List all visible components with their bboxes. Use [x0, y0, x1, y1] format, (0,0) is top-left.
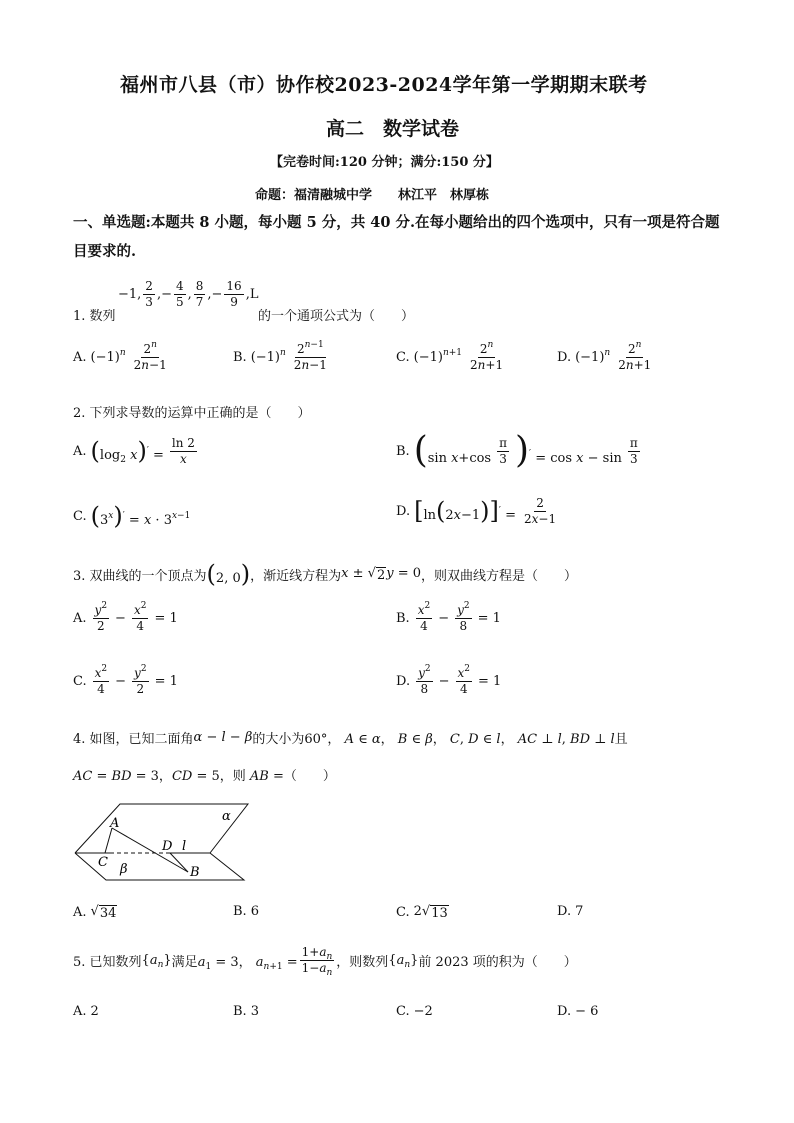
segment-bd: [170, 853, 188, 872]
q1-option-b[interactable]: B. $(-1)^n$ $\frac{2^{n-1}}{2n-1}$: [233, 340, 327, 372]
q1-option-d[interactable]: D. $(-1)^n$ $\frac{2^n}{2n+1}$: [557, 340, 652, 372]
exam-info: 【完卷时间:120 分钟；满分:150 分】: [270, 155, 499, 170]
option-label: B.: [396, 610, 410, 626]
q4-stem-line1: 4. 如图，已知二面角 α − l − β 的大小为 60°， A ∈ α， B ∈ β， C, D ∈ l， AC ⊥ l, BD ⊥ l 且: [73, 730, 628, 747]
label-d: D: [162, 839, 173, 854]
option-label: A.: [73, 905, 87, 920]
option-value: 3: [250, 1004, 259, 1019]
q4-prefix: 4. 如图，已知二面角: [73, 732, 194, 747]
q5-option-d[interactable]: [557, 1004, 598, 1019]
q3-tail: ，则双曲线方程是（ ）: [421, 568, 578, 584]
q5-middle-1: 满足: [171, 954, 198, 970]
q1-sequence: −1, $\frac{2}{3}$ ,− $\frac{4}{5}$ , $\frac{8}{7}$ ,− $\frac{16}{9}$ ,L: [118, 279, 259, 309]
option-label: C.: [73, 673, 87, 689]
q3-prefix: 3. 双曲线的一个顶点为: [73, 568, 207, 584]
q2-option-c[interactable]: C. $(3^x)' = x \cdot 3^{x-1}$: [73, 502, 191, 530]
option-label: D.: [396, 673, 411, 689]
q5-prefix: 5. 已知数列: [73, 954, 142, 970]
exam-title: 福州市八县（市）协作校2023-2024学年第一学期期末联考: [120, 74, 648, 96]
option-value: 2: [90, 1004, 99, 1019]
label-c: C: [98, 855, 108, 870]
option-value: − 6: [575, 1004, 599, 1019]
option-label: D.: [396, 503, 411, 519]
q2-option-d[interactable]: D. [ln(2x−1)]′ = $\frac{2}{2x-1}$: [396, 496, 557, 526]
option-label: A.: [73, 610, 87, 626]
option-label: A.: [73, 443, 87, 459]
dihedral-angle-figure: [70, 798, 250, 884]
q5-option-a[interactable]: [73, 1004, 99, 1019]
q1-option-a[interactable]: A. $(-1)^n$ $\frac{2^n}{2n-1}$: [73, 340, 167, 372]
exam-authors: 命题：福清融城中学 林江平 林厚栋: [255, 188, 490, 203]
option-value: 7: [575, 904, 584, 919]
q3-option-b[interactable]: B. $\frac{x^2}{4}$ − $\frac{y^2}{8}$ = 1: [396, 601, 501, 633]
option-label: C.: [396, 1004, 410, 1019]
q1-option-c[interactable]: C. $(-1)^{n+1}$ $\frac{2^n}{2n+1}$: [396, 340, 504, 372]
option-label: B.: [396, 443, 410, 459]
option-label: D.: [557, 1004, 572, 1019]
option-label: D.: [557, 904, 572, 919]
q1-prefix: 1. 数列: [73, 309, 116, 324]
q4-option-d[interactable]: [557, 904, 583, 919]
q3-middle: ，渐近线方程为: [250, 568, 342, 584]
section-heading: 一、单选题:本题共 8 小题，每小题 5 分，共 40 分.在每小题给出的四个选项中，只有一项是符合题目要求的.: [73, 214, 720, 260]
label-b: B: [190, 865, 200, 880]
q4-tail: 且: [614, 732, 628, 747]
q5-stem: 5. 已知数列 $\{a_n\}$ 满足 $a_1 = 3$， $a_{n+1}$ = $\frac{1+a_n}{1-a_n}$ ，则数列 $\{a_n\}$ 前 2023 项的积为（ ）: [73, 945, 577, 978]
q4-option-c[interactable]: C. 2√ 13: [396, 904, 448, 921]
q1-tail: 的一个通项公式为（ ）: [258, 309, 415, 324]
option-label: A.: [73, 349, 87, 365]
q2-option-a[interactable]: A. ($\log_2$ x)′ = $\frac{\ln 2}{x}$: [73, 436, 195, 466]
q4-option-b[interactable]: [233, 904, 259, 919]
option-label: B.: [233, 1004, 247, 1019]
q3-option-c[interactable]: C. $\frac{x^2}{4}$ − $\frac{y^2}{2}$ = 1: [73, 664, 178, 696]
exam-subtitle: 高二 数学试卷: [326, 118, 460, 140]
q5-middle-2: ，则数列: [336, 954, 389, 970]
label-a: A: [110, 816, 120, 831]
q2-text: 2. 下列求导数的运算中正确的是（ ）: [73, 406, 311, 421]
label-beta: β: [120, 862, 128, 877]
option-value: −2: [413, 1004, 433, 1019]
q5-tail: 前 2023 项的积为（ ）: [418, 954, 577, 970]
option-label: B.: [233, 349, 247, 365]
option-label: C.: [73, 508, 87, 524]
q3-stem: 3. 双曲线的一个顶点为 (2, 0) ，渐近线方程为 x ± √ 2 y = 0 ，则双曲线方程是（ ）: [73, 560, 578, 588]
q4-option-a[interactable]: A. √ 34: [73, 904, 117, 921]
option-label: C.: [396, 349, 410, 365]
q5-option-c[interactable]: [396, 1004, 433, 1019]
label-alpha: α: [222, 809, 231, 824]
q3-option-a[interactable]: A. $\frac{y^2}{2}$ − $\frac{x^2}{4}$ = 1: [73, 601, 178, 633]
q2-option-b[interactable]: B. (sin x+cos $\frac{\pi}{3}$ )′ = cos x − sin $\frac{\pi}{3}$: [396, 430, 638, 471]
option-value: 6: [250, 904, 259, 919]
q3-option-d[interactable]: D. $\frac{y^2}{8}$ − $\frac{x^2}{4}$ = 1: [396, 664, 502, 696]
q5-option-b[interactable]: [233, 1004, 259, 1019]
q4-stem-line2: AC = BD = 3，CD = 5，则 AB =（ ）: [73, 769, 336, 784]
option-label: C.: [396, 905, 410, 920]
segment-ac: [105, 828, 112, 853]
q4-middle: 的大小为: [252, 732, 305, 747]
label-l: l: [182, 839, 187, 854]
option-label: B.: [233, 904, 247, 919]
option-label: A.: [73, 1004, 87, 1019]
option-label: D.: [557, 349, 572, 365]
